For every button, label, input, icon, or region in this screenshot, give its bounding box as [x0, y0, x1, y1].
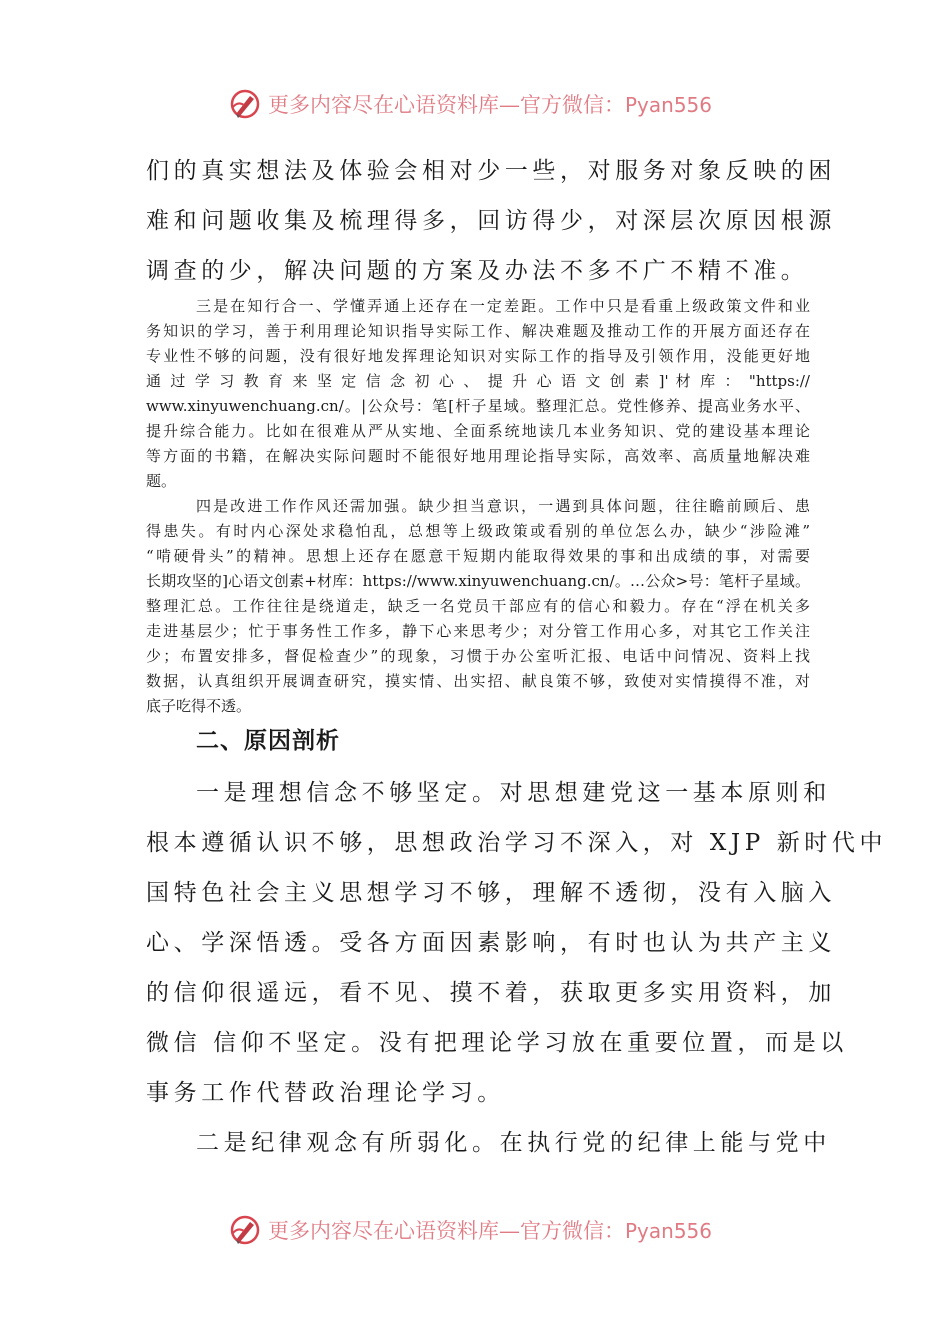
text-line: 底子吃得不透。	[146, 697, 252, 715]
pen-logo-icon	[228, 1213, 262, 1247]
text-line: 少；布置安排多，督促检查少”的现象，习惯于办公室听汇报、电话中问情况、资料上找	[146, 647, 810, 665]
text-line: 一是理想信念不够坚定。对思想建党这一基本原则和	[196, 780, 831, 806]
pen-logo-icon	[228, 87, 262, 121]
banner-text: 更多内容尽在心语资料库—官方微信：Pyan556	[268, 1219, 713, 1243]
text-line: 微信 信仰不坚定。没有把理论学习放在重要位置，而是以	[146, 1030, 848, 1056]
text-line: 的信仰很遥远，看不见、摸不着，获取更多实用资料，加	[146, 980, 836, 1006]
paragraph-four	[146, 494, 810, 719]
footer-banner	[228, 1210, 712, 1250]
banner-handle: Pyan556	[625, 1219, 713, 1243]
text-line: 数据，认真组织开展调查研究，摸实情、出实招、献良策不够，致使对实情摸得不准，对	[146, 672, 810, 690]
text-line: 等方面的书籍，在解决实际问题时不能很好地用理论指导实际，高效率、高质量地解决难	[146, 447, 810, 465]
header-banner	[228, 84, 712, 124]
text-line: 整理汇总。工作往往是绕道走，缺乏一名党员干部应有的信心和毅力。存在“浮在机关多	[146, 597, 810, 615]
text-line: “啃硬骨头”的精神。思想上还存在愿意干短期内能取得效果的事和出成绩的事，对需要	[146, 547, 810, 565]
text-line: 二是纪律观念有所弱化。在执行党的纪律上能与党中	[196, 1130, 831, 1156]
text-line: 三是在知行合一、学懂弄通上还存在一定差距。工作中只是看重上级政策文件和业	[196, 297, 810, 315]
text-line: 务知识的学习，善于利用理论知识指导实际工作、解决难题及推动工作的开展方面还存在	[146, 322, 810, 340]
text-line: 提升综合能力。比如在很难从严从实地、全面系统地读几本业务知识、党的建设基本理论	[146, 422, 810, 440]
text-line: 调查的少，解决问题的方案及办法不多不广不精不准。	[146, 258, 809, 284]
text-line: 国特色社会主义思想学习不够，理解不透彻，没有入脑入	[146, 880, 836, 906]
paragraph-three	[146, 294, 810, 494]
banner-text: 更多内容尽在心语资料库—官方微信：Pyan556	[268, 93, 713, 117]
text-line: 通 过 学 习 教 育 来 坚 定 信 念 初 心 、 提 升 心 语 文 创 素 ]' 材 库 ： "https://	[146, 372, 810, 390]
banner-handle: Pyan556	[625, 93, 713, 117]
text-line: 走进基层少；忙于事务性工作多，静下心来思考少；对分管工作用心多，对其它工作关注	[146, 622, 810, 640]
text-line: 长期攻坚的]心语文创素+材库：https://www.xinyuwenchuang.cn/。…公众>号：笔杆子星域。	[146, 572, 810, 590]
text-line: 事务工作代替政治理论学习。	[146, 1080, 505, 1106]
text-line: 根本遵循认识不够，思想政治学习不深入，对 XJP 新时代中	[146, 830, 888, 856]
text-line: 四是改进工作作风还需加强。缺少担当意识，一遇到具体问题，往往瞻前顾后、患	[196, 497, 810, 515]
text-line: 们的真实想法及体验会相对少一些，对服务对象反映的困	[146, 158, 836, 184]
text-line: 得患失。有时内心深处求稳怕乱，总想等上级政策或看别的单位怎么办，缺少“涉险滩”	[146, 522, 810, 540]
section-heading: 二、原因剖析	[196, 728, 340, 754]
text-line: 心、学深悟透。受各方面因素影响，有时也认为共产主义	[146, 930, 836, 956]
text-line: www.xinyuwenchuang.cn/。|公众号：笔[杆子星域。整理汇总。党性修养、提高业务水平、	[146, 397, 810, 415]
text-line: 专业性不够的问题，没有很好地发挥理论知识对实际工作的指导及引领作用，没能更好地	[146, 347, 810, 365]
text-line: 题。	[146, 472, 177, 490]
text-line: 难和问题收集及梳理得多，回访得少，对深层次原因根源	[146, 208, 836, 234]
